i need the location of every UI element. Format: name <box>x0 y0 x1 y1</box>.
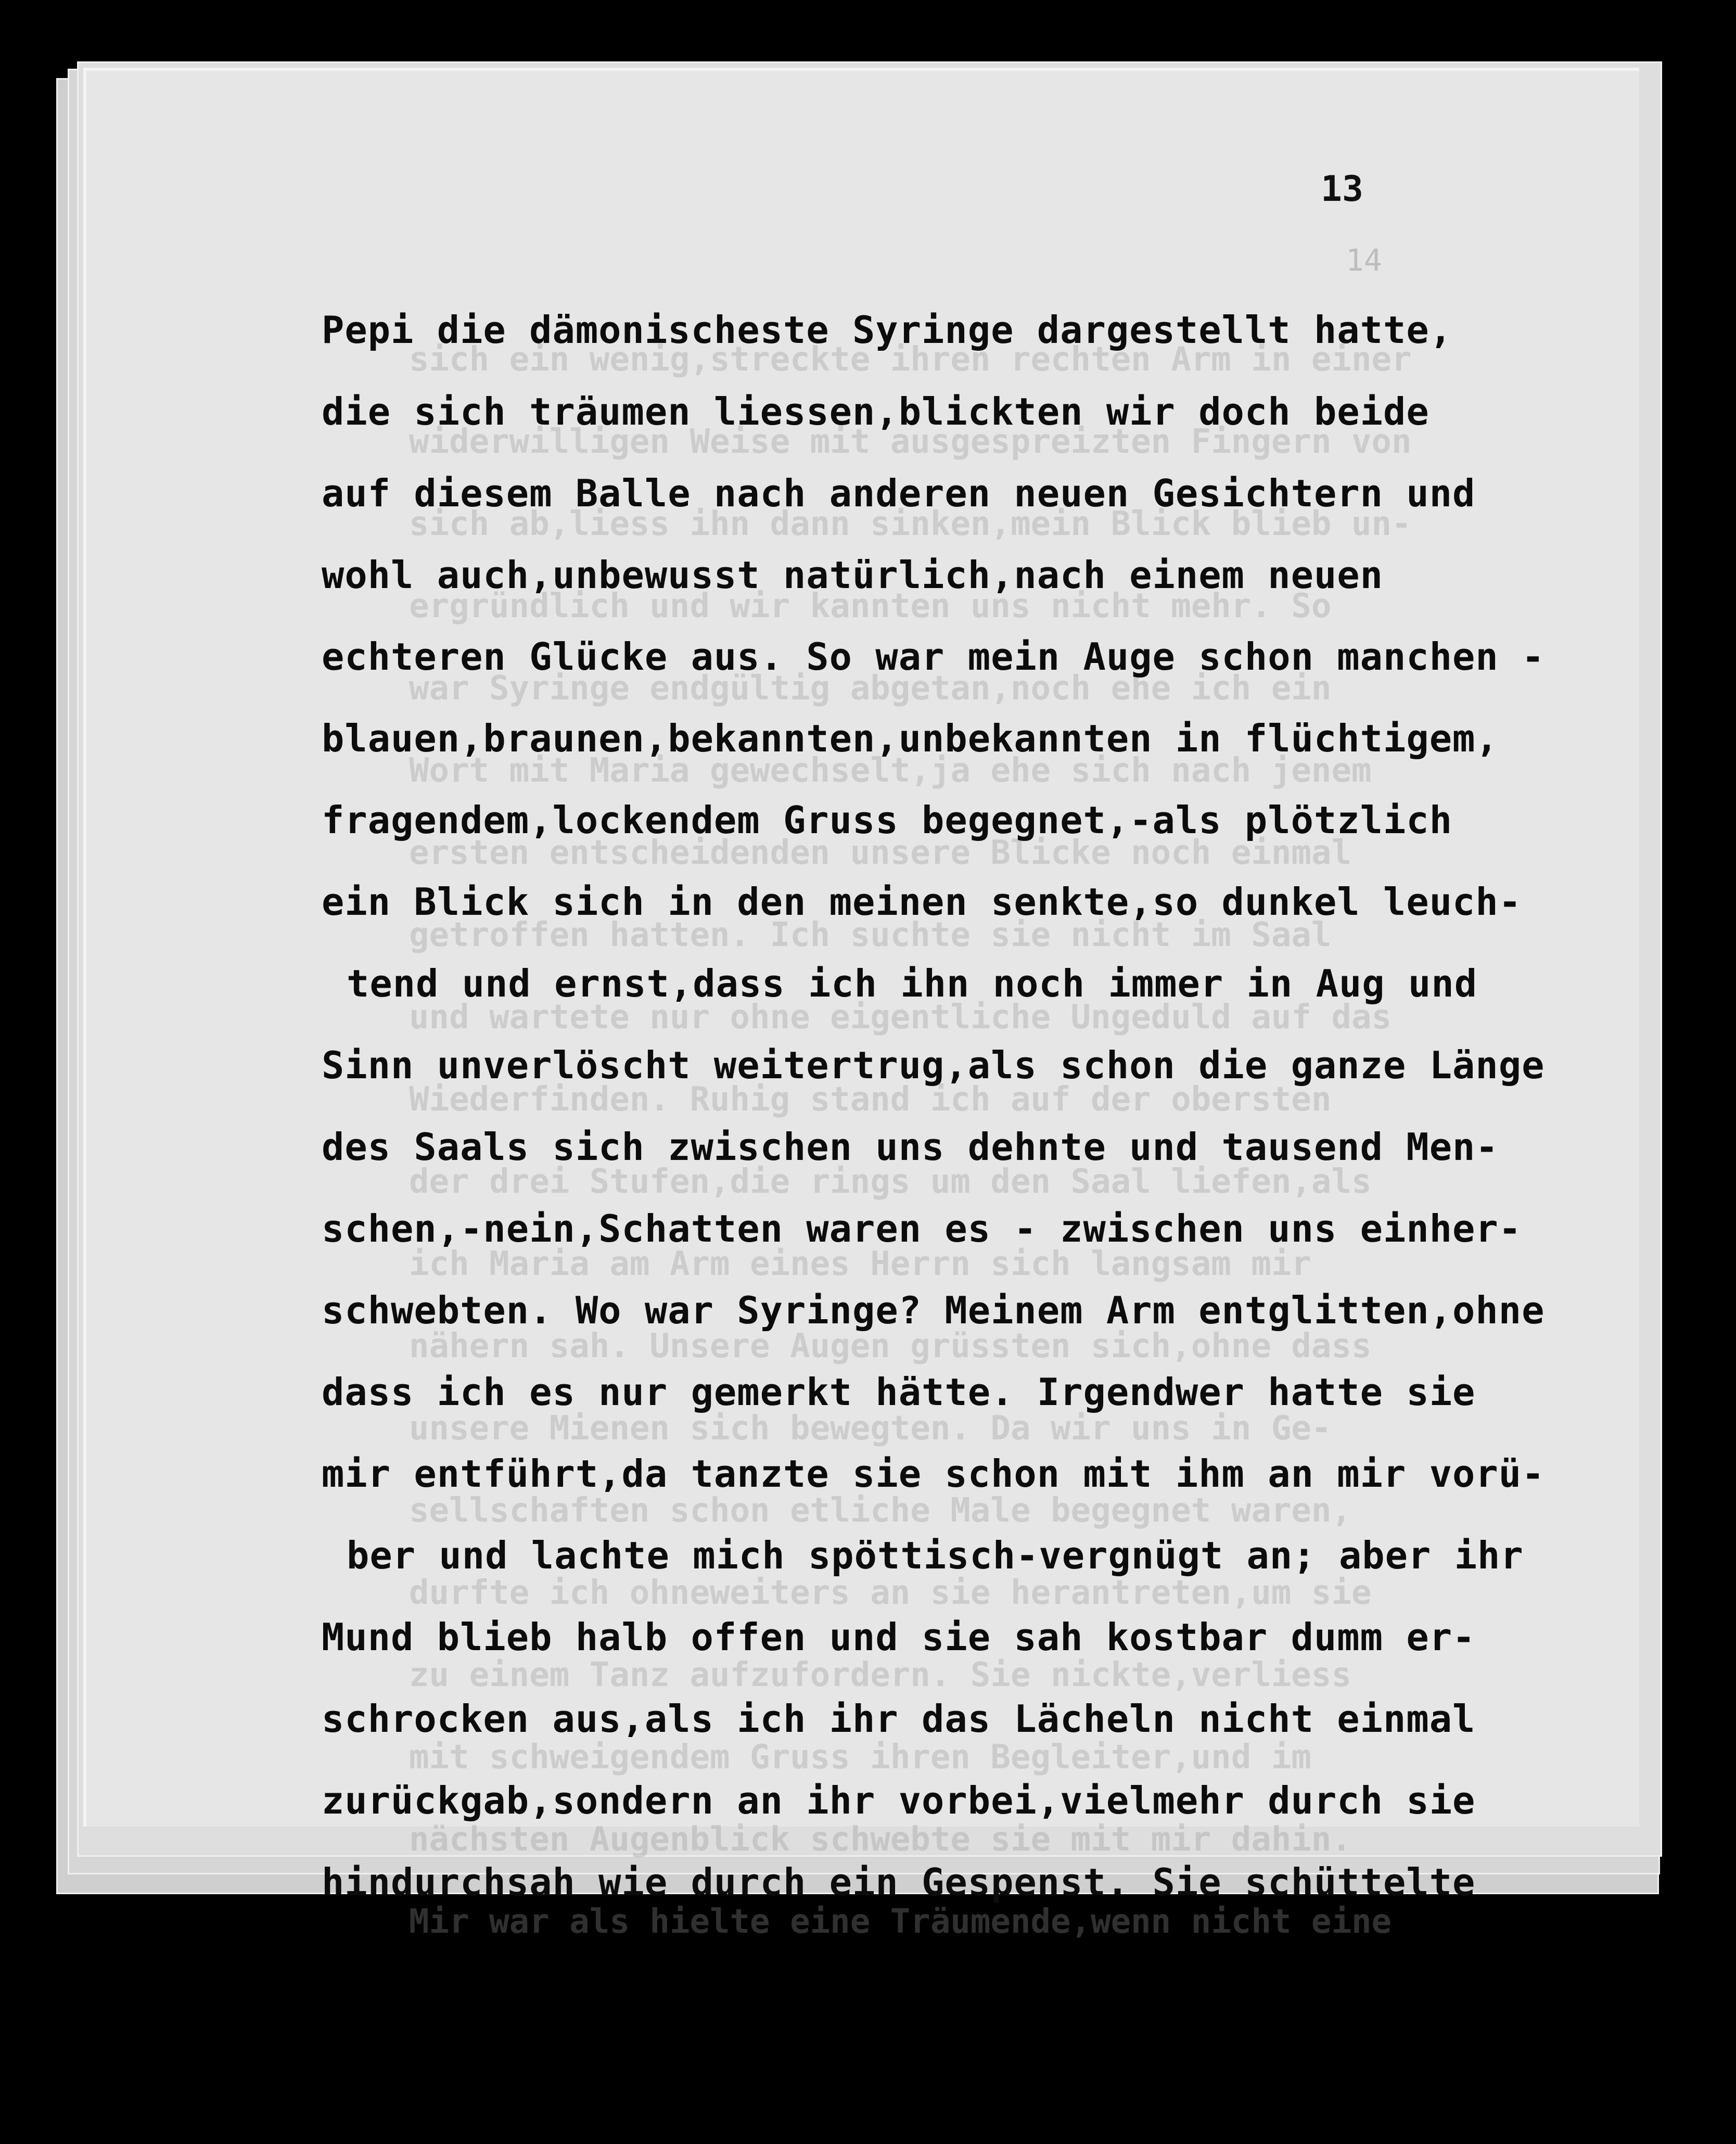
show-through-line: sellschaften schon etliche Male begegnet waren, <box>409 1491 1351 1530</box>
show-through-line: der drei Stufen,die rings um den Saal liefen,als <box>409 1163 1372 1201</box>
show-through-line: durfte ich ohneweiters an sie herantreten,um sie <box>409 1574 1372 1612</box>
show-through-line: ergründlich und wir kannten uns nicht mehr. So <box>409 587 1332 626</box>
text-line: Sinn unverlöscht weitertrug,als schon die ganze Länge <box>322 1043 1545 1087</box>
text-line: hindurchsah wie durch ein Gespenst. Sie schüttelte <box>322 1860 1476 1904</box>
show-through-line: widerwilligen Weise mit ausgespreizten Fingern von <box>409 423 1412 461</box>
text-line: blauen,braunen,bekannten,unbekannten in flüchtigem, <box>322 717 1499 760</box>
text-line: auf diesem Balle nach anderen neuen Gesichtern und <box>322 471 1476 515</box>
show-through-line: ich Maria am Arm eines Herrn sich langsam mir <box>409 1245 1311 1283</box>
show-through-line: nähern sah. Unsere Augen grüssten sich,ohne dass <box>409 1327 1372 1365</box>
show-through-line: Wort mit Maria gewechselt,ja ehe sich nach jenem <box>409 751 1372 790</box>
typewritten-page <box>83 68 1639 1941</box>
show-through-line: unsere Mienen sich bewegten. Da wir uns in Ge- <box>409 1409 1332 1448</box>
text-line: des Saals sich zwischen uns dehnte und tausend Men- <box>322 1125 1499 1169</box>
text-line: schwebten. Wo war Syringe? Meinem Arm entglitten,ohne <box>322 1288 1545 1332</box>
text-line: mir entführt,da tanzte sie schon mit ihm an mir vorü- <box>322 1452 1545 1496</box>
text-line: schrocken aus,als ich ihr das Lächeln nicht einmal <box>322 1697 1476 1741</box>
page-number: 13 <box>1321 169 1363 210</box>
text-line: ein Blick sich in den meinen senkte,so dunkel leuch- <box>322 880 1522 924</box>
show-through-line: war Syringe endgültig abgetan,noch ehe ich ein <box>409 669 1332 708</box>
text-line: ber und lachte mich spöttisch-vergnügt an; aber ihr <box>347 1534 1524 1577</box>
text-line: zurückgab,sondern an ihr vorbei,vielmehr durch sie <box>322 1779 1476 1822</box>
show-through-line: Mir war als hielte eine Träumende,wenn nicht eine <box>409 1903 1392 1941</box>
text-line: tend und ernst,dass ich ihn noch immer in Aug und <box>347 962 1478 1005</box>
show-through-page-number: 14 <box>1346 243 1382 278</box>
text-line: wohl auch,unbewusst natürlich,nach einem neuen <box>322 553 1383 597</box>
text-line: die sich träumen liessen,blickten wir doch beide <box>322 390 1429 433</box>
text-line: schen,-nein,Schatten waren es - zwischen uns einher- <box>322 1207 1522 1250</box>
text-line: echteren Glücke aus. So war mein Auge schon manchen - <box>322 635 1545 679</box>
body-text <box>322 289 1607 1923</box>
text-line: fragendem,lockendem Gruss begegnet,-als plötzlich <box>322 798 1453 842</box>
show-through-line: getroffen hatten. Ich suchte sie nicht im Saal <box>409 916 1332 954</box>
text-line: dass ich es nur gemerkt hätte. Irgendwer hatte sie <box>322 1370 1476 1414</box>
show-through-line: ersten entscheidenden unsere Blicke noch einmal <box>409 834 1351 872</box>
show-through-line: sich ein wenig,streckte ihren rechten Arm in einer <box>409 340 1412 379</box>
show-through-line: und wartete nur ohne eigentliche Ungeduld auf das <box>409 998 1392 1037</box>
text-line: Pepi die dämonischeste Syringe dargestellt hatte, <box>322 308 1453 352</box>
text-line: Mund blieb halb offen und sie sah kostbar dumm er- <box>322 1615 1476 1659</box>
show-through-line: nächsten Augenblick schwebte sie mit mir dahin. <box>409 1820 1351 1859</box>
show-through-line: mit schweigendem Gruss ihren Begleiter,und im <box>409 1738 1311 1777</box>
show-through-line: zu einem Tanz aufzufordern. Sie nickte,verliess <box>409 1656 1351 1694</box>
show-through-line: sich ab,liess ihn dann sinken,mein Blick blieb un- <box>409 505 1412 543</box>
show-through-line: Wiederfinden. Ruhig stand ich auf der obersten <box>409 1080 1332 1119</box>
